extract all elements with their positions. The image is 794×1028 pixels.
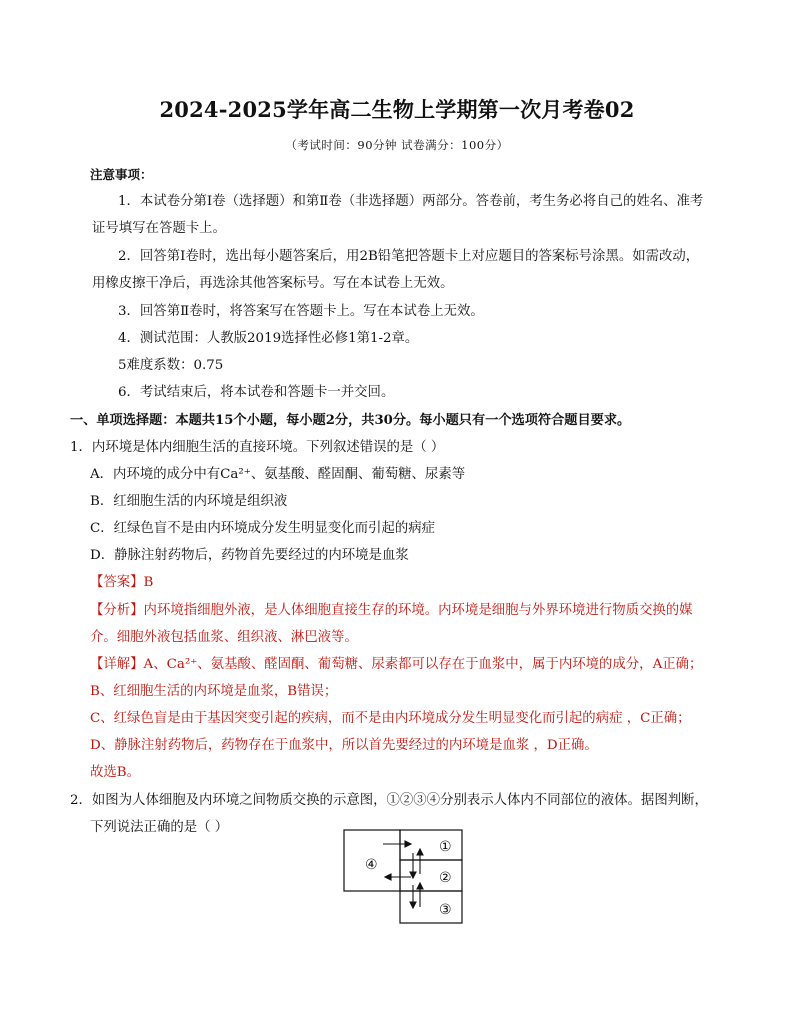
- answer: 【答案】B: [90, 575, 154, 590]
- exam-info: （考试时间：90分钟 试卷满分：100分）: [285, 138, 509, 152]
- option-d: D．静脉注射药物后，药物首先要经过的内环境是血浆: [90, 548, 409, 563]
- question-2-stem-cont: 下列说法正确的是（ ）: [90, 820, 229, 835]
- notice-item: 2．回答第Ⅰ卷时，选出每小题答案后，用2B铅笔把答题卡上对应题目的答案标号涂黑。如需改动，: [118, 249, 700, 264]
- notice-item: 1．本试卷分第Ⅰ卷（选择题）和第Ⅱ卷（非选择题）两部分。答卷前，考生务必将自己的姓名、准考: [118, 194, 704, 209]
- notice-item: 证号填写在答题卡上。: [92, 221, 226, 236]
- detail-text: D、静脉注射药物后，药物存在于血浆中，所以首先要经过的内环境是血浆 ，D正确。: [90, 738, 598, 753]
- arrow-head-icon: [385, 874, 391, 880]
- label-4: ④: [365, 857, 378, 873]
- arrow-head-icon: [405, 841, 411, 847]
- notice-heading: 注意事项：: [90, 167, 153, 182]
- arrow-head-icon: [417, 883, 423, 889]
- analysis-text: 介。细胞外液包括血浆、组织液、淋巴液等。: [90, 630, 358, 645]
- arrow-head-icon: [410, 902, 416, 908]
- question-2-stem: 2．如图为人体细胞及内环境之间物质交换的示意图，①②③④分别表示人体内不同部位的液体。据图判断，: [70, 793, 708, 808]
- page-title: 2024-2025学年高二生物上学期第一次月考卷02: [159, 97, 635, 122]
- arrow-head-icon: [417, 849, 423, 855]
- option-a: A．内环境的成分中有Ca²⁺、氨基酸、醛固酮、葡萄糖、尿素等: [90, 467, 466, 482]
- detail-text: B、红细胞生活的内环境是血浆，B错误；: [90, 684, 338, 699]
- notice-item: 3．回答第Ⅱ卷时，将答案写在答题卡上。写在本试卷上无效。: [118, 304, 484, 319]
- label-2: ②: [439, 870, 452, 886]
- label-3: ③: [439, 902, 452, 918]
- conclusion-text: 故选B。: [90, 765, 141, 780]
- analysis-text: 【分析】内环境指细胞外液，是人体细胞直接生存的环境。内环境是细胞与外界环境进行物质交换的媒: [90, 603, 693, 618]
- notice-item: 6．考试结束后，将本试卷和答题卡一并交回。: [118, 385, 395, 400]
- region-2-box: [400, 860, 462, 891]
- section-heading: 一、单项选择题：本题共15个小题，每小题2分，共30分。每小题只有一个选项符合题目要求。: [70, 413, 631, 428]
- detail-text: C、红绿色盲是由于基因突变引起的疾病，而不是由内环境成分发生明显变化而引起的病症 ，C正确；: [90, 711, 691, 726]
- option-b: B．红细胞生活的内环境是组织液: [90, 494, 288, 509]
- notice-item: 5难度系数：0.75: [118, 358, 224, 373]
- notice-item: 4．测试范围：人教版2019选择性必修1第1-2章。: [118, 331, 419, 346]
- detail-text: 【详解】A、Ca²⁺、氨基酸、醛固酮、葡萄糖、尿素都可以存在于血浆中，属于内环境的成分，A正确；: [90, 657, 703, 672]
- label-1: ①: [439, 839, 452, 855]
- question-1-stem: 1．内环境是体内细胞生活的直接环境。下列叙述错误的是（ ）: [70, 440, 445, 455]
- option-c: C．红绿色盲不是由内环境成分发生明显变化而引起的病症: [90, 521, 436, 536]
- notice-item: 用橡皮擦干净后，再选涂其他答案标号。写在本试卷上无效。: [92, 276, 454, 291]
- exchange-diagram: [343, 829, 463, 925]
- region-3-box: [400, 891, 462, 923]
